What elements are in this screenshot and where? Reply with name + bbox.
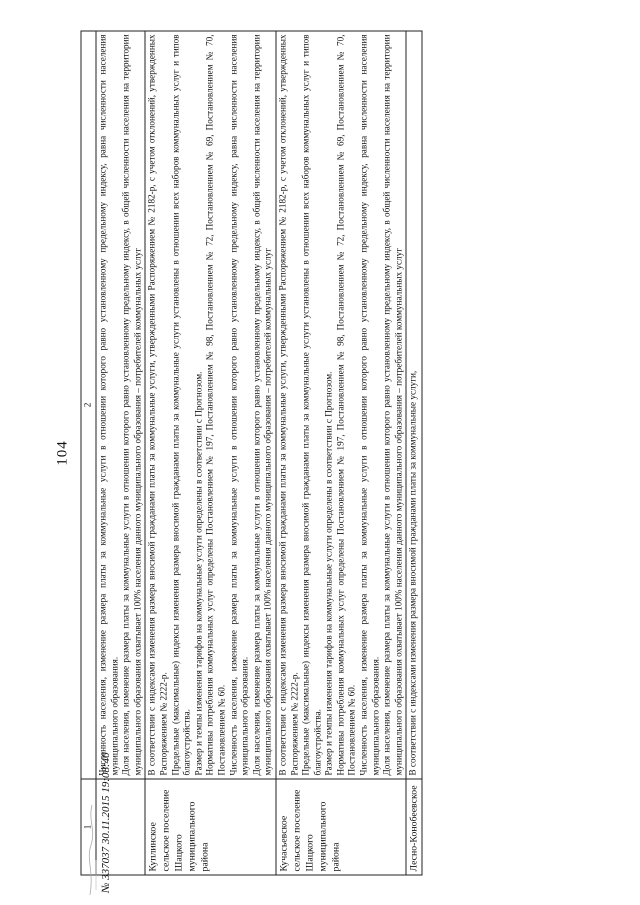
header-col-2: 2 [81,31,96,779]
municipality-line: района [199,842,211,871]
description-paragraph: Доля населения, изменение размера платы за коммунальные услуги в отношении которого равно установленному предельному индексу, в общей численности населения на территории муниципального образования охватывает 100% населения данного муниципального образования – потребителей коммунальных услуг [120,34,143,775]
description-paragraph: Численность населения, изменение размера платы за коммунальные услуги в отношении которого равно установленному предельному индексу, равна численности населения муниципального образования. [97,34,120,775]
description-paragraph: Нормативы потребления коммунальных услуг определены Постановлением № 197, Постановлением № 98, Постановлением № 72, Постановлением № 69, Постановлением № 70, Постановлением № 60. [204,34,227,775]
municipality-line: Кучасьевское [278,815,290,871]
municipality-line: муниципального [186,801,198,871]
description-paragraph: В соответствии с индексами изменения размера вносимой гражданами платы за коммунальные услуги, утвержденными Распоряжением № 2182-р, с учетом отклонений, утвержденных Распоряжением № 2222-р. [277,34,299,775]
description-paragraph: Численность населения, изменение размера платы за коммунальные услуги в отношении которого равно установленному предельному индексу, равна численности населения муниципального образования. [358,34,381,775]
description-paragraph: Предельные (максимальные) индексы изменения размера вносимой гражданами платы за коммунальные услуги установлены в отношении всех наборов коммунальных услуг и типов благоустройства. [170,34,192,775]
table-row [276,31,407,875]
table-row [406,31,422,875]
description-paragraph: В соответствии с индексами изменения размера вносимой гражданами платы за коммунальные услуги, утвержденными Распоряжением № 2182-р, с учетом отклонений, утвержденных Распоряжением № 2222-р. [146,34,169,775]
description-paragraph: Предельные (максимальные) индексы изменения размера вносимой гражданами платы за коммунальные услуги установлены в отношении всех наборов коммунальных услуг и типов благоустройства. [300,34,323,775]
header-col-1: 1 [81,779,96,875]
municipality-line: сельское поселение [160,789,172,871]
description-paragraph: Нормативы потребления коммунальных услуг определены Постановлением № 197, Постановлением № 98, Постановлением № 72, Постановлением № 69, Постановлением № 70, Постановлением № 60. [335,34,357,775]
description-paragraph: В соответствии с индексами изменения размера вносимой гражданами платы за коммунальные услуги, [407,370,418,775]
description-paragraph: Доля населения, изменение размера платы за коммунальные услуги в отношении которого равно установленному предельному индексу, в общей численности населения на территории муниципального образования охватывает 100% населения данного муниципального образования – потребителей коммунальных услуг [381,34,404,775]
description-paragraph: Размер и темпы изменения тарифов на коммунальные услуги определены в соответствии с Прогнозом. [193,371,204,775]
municipality-line: Шацкого [304,833,316,871]
description-paragraph: Доля населения, изменение размера платы за коммунальные услуги в отношении которого равно установленному предельному индексу, в общей численности населения на территории муниципального образования охватывает 100% населения данного муниципального образования – потребителей коммунальных услуг [251,34,273,775]
description-cell [145,31,276,779]
municipality-line: муниципального [317,801,329,871]
municipality-cell [145,779,276,875]
municipality-cell [406,779,422,875]
description-paragraph: Численность населения, изменение размера платы за коммунальные услуги в отношении которого равно установленному предельному индексу, равна численности населения муниципального образования. [228,34,250,775]
stamp-text: № 337037 30.11.2015 19:08:40 [100,752,112,893]
municipality-line: Куплинское [147,821,159,871]
description-cell [276,31,407,779]
table-row [96,31,145,875]
municipality-line: сельское поселение [291,789,303,871]
table-header-row [81,31,96,875]
municipality-cell [276,779,407,875]
description-paragraph: Размер и темпы изменения тарифов на коммунальные услуги определены в соответствии с Прогнозом. [323,371,334,775]
tariff-table [81,30,423,875]
municipality-line: района [330,842,342,871]
table-body [96,31,422,875]
signature-mark [82,800,102,900]
page-number: 104 [54,439,71,466]
registration-stamp [100,752,126,905]
rotated-page [55,30,587,875]
municipality-line: Лесно-Конобеевское [408,784,420,871]
description-cell [406,31,422,779]
description-cell [96,31,145,779]
table-row [145,31,276,875]
municipality-line: Шацкого [173,833,185,871]
